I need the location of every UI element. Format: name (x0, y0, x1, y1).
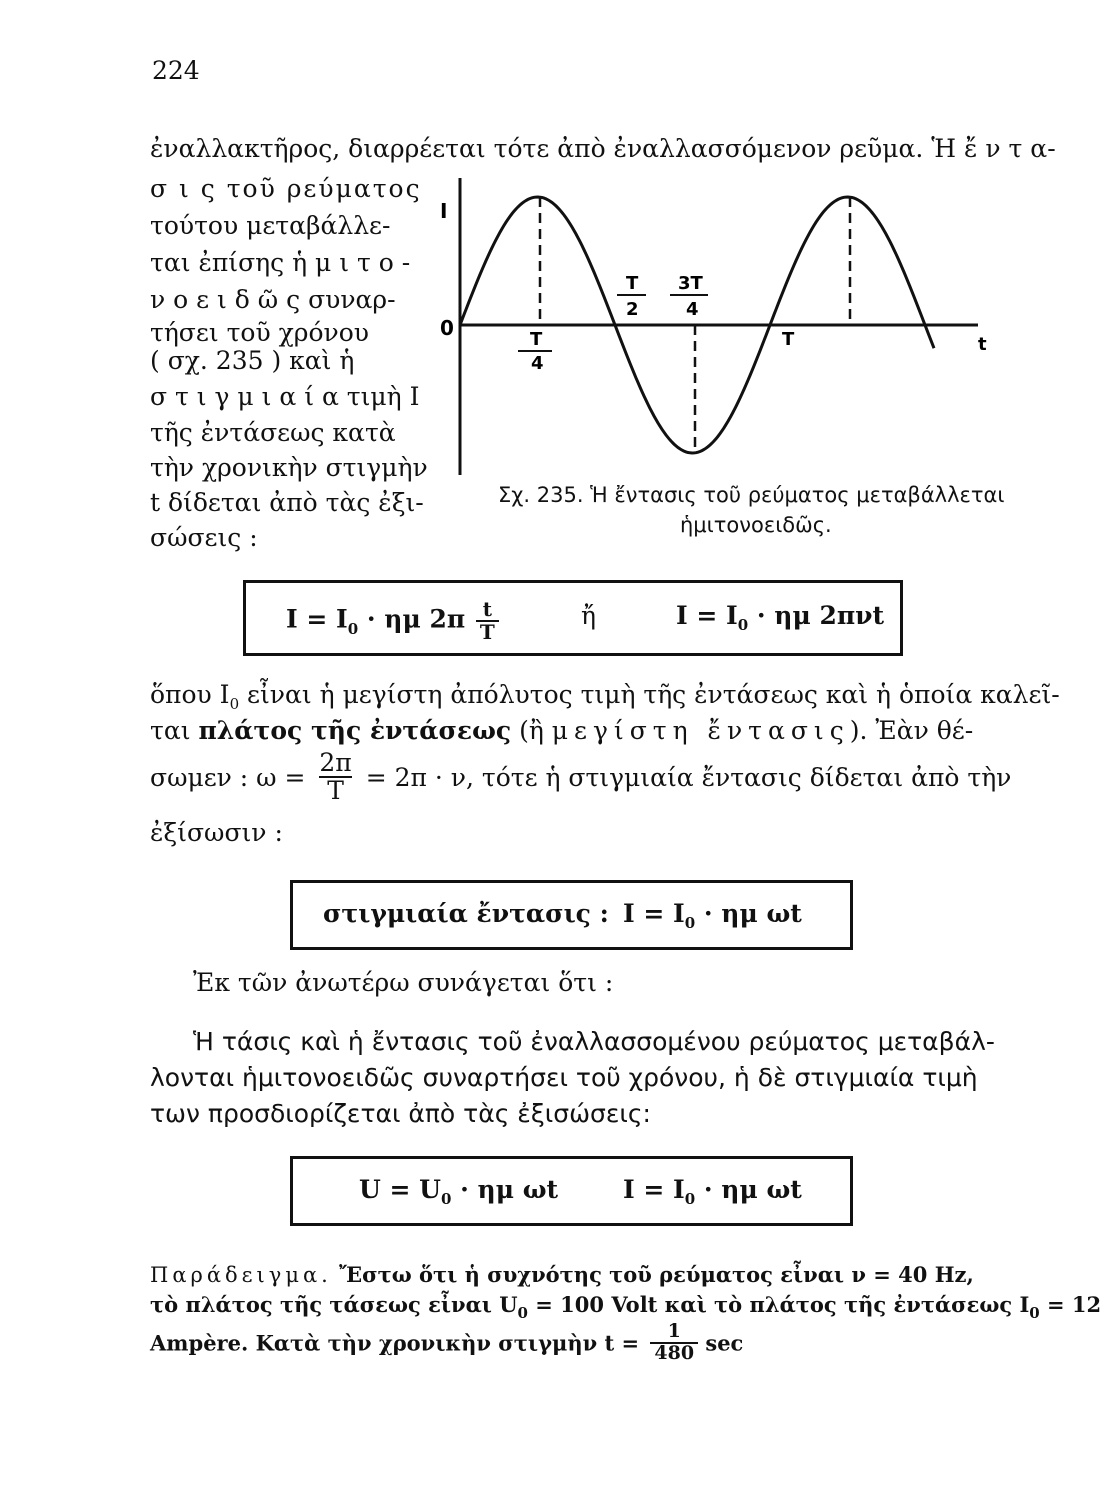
origin-label: 0 (440, 316, 454, 340)
left-line: σώσεις : (150, 523, 258, 552)
left-line: τούτου μεταβάλλε- (150, 211, 391, 240)
label-3t4-num: 3T (678, 273, 703, 294)
label-t4-num: T (530, 329, 543, 350)
left-line: σ τ ι γ μ ι α ί α τιμὴ I (150, 382, 420, 411)
label-3t4-den: 4 (686, 299, 699, 320)
formula3-voltage: $U = U_0 \cdot \eta\mu$ ωt (359, 1175, 559, 1208)
intro-line: ἐναλλακτῆρος, διαρρέεται τότε ἀπὸ ἐναλλασσόμενον ρεῦμα. Ἡ ἔ ν τ α- (150, 134, 1056, 163)
y-axis-label: I (440, 199, 448, 223)
example-line2: τὸ πλάτος τῆς τάσεως εἶναι $U_0 = 100$ Volt καὶ τὸ πλάτος τῆς ἐντάσεως $I_0 = 12$ (150, 1292, 1101, 1322)
formula-box-3 (290, 1156, 853, 1226)
left-line: ν ο ε ι δ ῶ ς συναρ- (150, 285, 396, 314)
formula2-equation: $I = I_0 \cdot \eta\mu$ ωt (623, 899, 802, 932)
left-line: τὴν χρονικὴν στιγμὴν (150, 453, 428, 482)
left-line: τήσει τοῦ χρόνου (150, 318, 369, 347)
left-line: ται ἐπίσης ἡ μ ι τ ο - (150, 248, 411, 277)
formula1-left: $I = I_0 \cdot \eta\mu$ 2π $\frac{t}{T}$ (286, 599, 499, 643)
figure-caption-line2: ἡμιτονοειδῶς. (680, 513, 832, 537)
para3: Ἐκ τῶν ἀνωτέρω συνάγεται ὅτι : (193, 968, 614, 997)
para2-line3: σωμεν : ω = $\frac{2\pi}{T}$ = 2π · ν, τότε ἡ στιγμιαία ἔντασις δίδεται ἀπὸ τὴν (150, 748, 1012, 806)
left-line: t δίδεται ἀπὸ τὰς ἐξι- (150, 488, 424, 517)
para2-line2: ται πλάτος τῆς ἐντάσεως (ἢ μεγίστη ἔντασις). Ἐὰν θέ- (150, 716, 974, 745)
left-line: ( σχ. 235 ) καὶ ἡ (150, 346, 355, 375)
label-t2-den: 2 (626, 299, 639, 320)
para2-line1: ὅπου $I_0$ εἶναι ἡ μεγίστη ἀπόλυτος τιμὴ τῆς ἐντάσεως καὶ ἡ ὁποία καλεῖ- (150, 680, 1060, 713)
label-t4-den: 4 (531, 353, 544, 374)
x-axis-label: t (978, 334, 987, 355)
formula-box-2 (290, 880, 853, 950)
figure-caption-line1: Σχ. 235. Ἡ ἔντασις τοῦ ρεύματος μεταβάλλεται (498, 483, 1005, 507)
example-line3: Ampère. Κατὰ τὴν χρονικὴν στιγμὴν t = $\frac{1}{480}$ sec (150, 1320, 744, 1364)
left-line: τῆς ἐντάσεως κατὰ (150, 418, 396, 447)
left-line: σ ι ς τοῦ ρεύματος (150, 174, 422, 203)
page-number: 224 (152, 56, 200, 85)
para2-line4: ἐξίσωσιν : (150, 818, 283, 847)
para4-line: των προσδιορίζεται ἀπὸ τὰς ἐξισώσεις: (150, 1099, 651, 1128)
example-line1: Παράδειγμα. Ἔστω ὅτι ἡ συχνότης τοῦ ρεύματος εἶναι ν = 40 Hz, (150, 1262, 974, 1287)
para4-line: λονται ἡμιτονοειδῶς συναρτήσει τοῦ χρόνου, ἡ δὲ στιγμιαία τιμὴ (150, 1063, 978, 1092)
formula-box-1 (243, 580, 903, 656)
para4-line: Ἡ τάσις καὶ ἡ ἔντασις τοῦ ἐναλλασσομένου ρεύματος μεταβάλ- (193, 1027, 995, 1056)
formula3-current: $I = I_0 \cdot \eta\mu$ ωt (623, 1175, 802, 1208)
label-period: T (782, 329, 795, 350)
formula1-or: ἤ (581, 601, 596, 630)
sine-wave-figure (430, 170, 990, 490)
formula1-right: $I = I_0 \cdot \eta\mu$ 2πνt (676, 601, 885, 634)
label-t2-num: T (626, 273, 639, 294)
formula2-label: στιγμιαία ἔντασις : (323, 899, 609, 928)
